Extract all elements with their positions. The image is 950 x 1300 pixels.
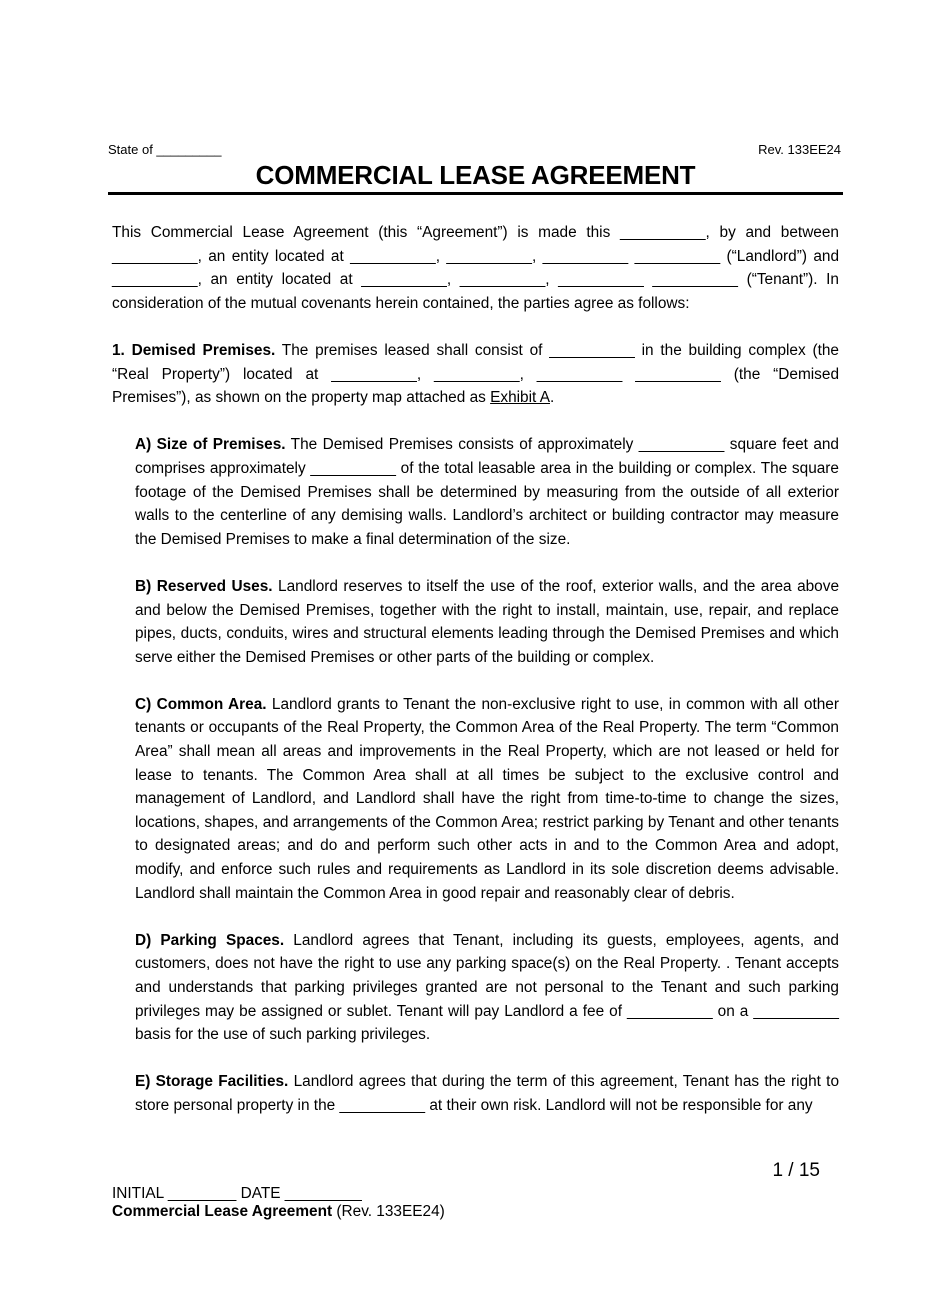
document-body [112, 221, 839, 1141]
subsection-heading: D) Parking Spaces. [135, 931, 285, 949]
title-divider [108, 192, 843, 195]
document-title: COMMERCIAL LEASE AGREEMENT [255, 160, 696, 190]
subsection-heading: E) Storage Facilities. [135, 1073, 289, 1091]
section-heading: 1. Demised Premises. [112, 341, 276, 359]
section-text: The premises leased shall consist of __________ in the building complex (the “Real Property”) located at __________, __________, __________ __________ (the “Demised Premises”), as shown on the property map attached as [112, 341, 839, 407]
subsection-text: Landlord reserves to itself the use of the roof, exterior walls, and the area above and below the Demised Premises, together with the right to install, maintain, use, repair, and replace pipes, ducts, conduits, wires and structural elements leading through the Demised Premises and which serve either the Demised Premises or other parts of the building or complex. [135, 577, 840, 666]
initial-date-line: INITIAL ________ DATE _________ [112, 1185, 362, 1202]
state-field: State of _________ [108, 142, 222, 157]
subsection-heading: B) Reserved Uses. [135, 577, 273, 595]
subsection-reserved-uses [135, 575, 839, 669]
subsection-common-area [135, 693, 839, 905]
intro-paragraph: This Commercial Lease Agreement (this “Agreement”) is made this __________, by and between __________, an entity located at __________, __________, __________ __________ (“Landlord”) and __________, an entity located at __________, __________, __________ __________ (“Tenant”). In consideration of the mutual covenants herein contained, the parties agree as follows: [112, 224, 839, 312]
subsection-text: Landlord agrees that Tenant, including its guests, employees, agents, and customers, does not have the right to use any parking space(s) on the Real Property. . Tenant accepts and understands that parking privileges granted are not personal to the Tenant and such parking privileges may be assigned or sublet. Tenant will pay Landlord a fee of __________ on a __________ basis for the use of such parking privileges. [135, 931, 839, 1044]
footer-doc-name [112, 1203, 445, 1221]
page-number: 1 / 15 [772, 1160, 820, 1181]
section-demised-premises [112, 339, 839, 410]
footer-revision: (Rev. 133EE24) [332, 1203, 445, 1220]
subsection-text: Landlord agrees that during the term of this agreement, Tenant has the right to store personal property in the __________ at their own risk. Landlord will not be responsible for any [135, 1073, 839, 1114]
subsection-parking-spaces [135, 929, 839, 1047]
exhibit-a-link[interactable]: Exhibit A [490, 389, 550, 407]
section-text-end: . [550, 389, 555, 407]
revision-label: Rev. 133EE24 [758, 142, 841, 157]
subsection-storage-facilities [135, 1070, 839, 1117]
subsection-heading: C) Common Area. [135, 695, 267, 713]
subsection-text: Landlord grants to Tenant the non-exclusive right to use, in common with all other tenants or occupants of the Real Property, the Common Area of the Real Property. The term “Common Area” shall mean all areas and improvements in the Real Property, which are not leased or held for lease to tenants. The Common Area shall at all times be subject to the exclusive control and management of Landlord, and Landlord shall have the right from time-to-time to change the sizes, locations, shapes, and arrangements of the Common Area; restrict parking by Tenant and other tenants to designated areas; and do and perform such other acts in and to the Common Area and adopt, modify, and enforce such rules and requirements as Landlord in its sole discretion deems advisable. Landlord shall maintain the Common Area in good repair and reasonably clear of debris. [135, 695, 839, 902]
subsection-text: The Demised Premises consists of approximately __________ square feet and comprises approximately __________ of the total leasable area in the building or complex. The square footage of the Demised Premises shall be determined by measuring from the outside of all exterior walls to the centerline of any demising walls. Landlord’s architect or building contractor may measure the Demised Premises to make a final determination of the size. [135, 436, 839, 548]
footer-title: Commercial Lease Agreement [112, 1203, 333, 1220]
subsection-size-of-premises [135, 433, 839, 551]
subsection-heading: A) Size of Premises. [135, 436, 286, 454]
